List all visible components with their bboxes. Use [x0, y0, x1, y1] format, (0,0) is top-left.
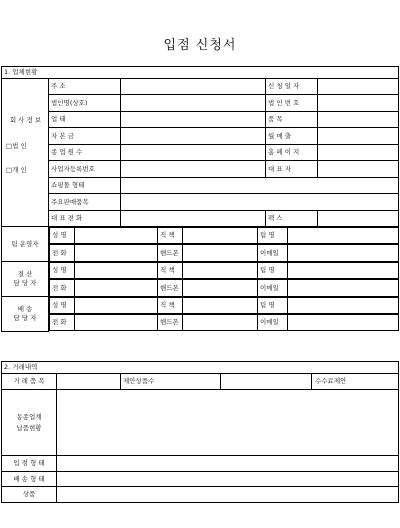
ceo-field[interactable]: [318, 161, 399, 177]
team1-name-label: 성 명: [50, 262, 75, 278]
team2-name-label: 성 명: [50, 297, 75, 313]
transaction-table: [1, 361, 399, 503]
team-operator-label: 팀 운영자: [2, 227, 49, 262]
section2-heading: 2. 거래내역: [2, 362, 399, 374]
company-name-label: 법인명(상호): [49, 95, 121, 111]
corp-number-label: 법 인 번 호: [266, 95, 318, 111]
monthly-sales-field[interactable]: [318, 128, 399, 144]
company-name-field[interactable]: [121, 95, 266, 111]
team1-phone-label: 전 화: [50, 280, 75, 296]
apply-date-field[interactable]: [318, 79, 399, 95]
product-field[interactable]: [57, 487, 399, 503]
team2-mobile-field[interactable]: [183, 314, 258, 330]
team2-name-field[interactable]: [75, 297, 158, 313]
team0-phone-field[interactable]: [75, 245, 158, 261]
main-products-label: 주요판매품목: [49, 194, 121, 210]
business-type-field[interactable]: [121, 111, 266, 127]
delivery-manager-label: 배 송 담 당 자: [2, 297, 49, 332]
trade-item-field[interactable]: [57, 374, 121, 390]
team1-title-field[interactable]: [183, 262, 258, 278]
industry-supply-field[interactable]: [57, 390, 399, 456]
fax-label: 팩 스: [266, 210, 318, 227]
business-reg-label: 사업자등록번호: [49, 161, 121, 177]
team0-name-field[interactable]: [75, 228, 158, 244]
team0-mobile-label: 핸드폰: [158, 245, 183, 261]
apply-date-label: 신 청 일 자: [266, 79, 318, 95]
team1-mobile-field[interactable]: [183, 280, 258, 296]
team0-name-label: 성 명: [50, 228, 75, 244]
company-status-table: [1, 66, 399, 332]
industry-supply-label: 동종업계 납품현황: [2, 390, 57, 456]
delivery-type-field[interactable]: [57, 471, 399, 487]
team2-phone-field[interactable]: [75, 314, 158, 330]
team1-email-field[interactable]: [288, 280, 399, 296]
team2-email-label: 이메일: [258, 314, 288, 330]
trade-item-label: 거 래 품 목: [2, 374, 57, 390]
individual-checkbox[interactable]: □개 인: [6, 166, 27, 174]
proposal-count-label: 제안상품수: [121, 374, 221, 390]
capital-label: 자 본 금: [49, 128, 121, 144]
team0-phone-label: 전 화: [50, 245, 75, 261]
team2-team-field[interactable]: [288, 297, 399, 313]
monthly-sales-label: 월 매 출: [266, 128, 318, 144]
business-reg-field[interactable]: [121, 161, 266, 177]
team0-team-field[interactable]: [288, 228, 399, 244]
delivery-type-label: 배 송 형 태: [2, 471, 57, 487]
main-phone-field[interactable]: [121, 210, 266, 227]
team2-email-field[interactable]: [288, 314, 399, 330]
team2-title-label: 직 책: [158, 297, 183, 313]
team1-team-label: 팀 명: [258, 262, 288, 278]
team0-title-label: 직 책: [158, 228, 183, 244]
fax-field[interactable]: [318, 210, 399, 227]
team0-title-field[interactable]: [183, 228, 258, 244]
team2-title-field[interactable]: [183, 297, 258, 313]
team0-mobile-field[interactable]: [183, 245, 258, 261]
item-field[interactable]: [318, 111, 399, 127]
ceo-label: 대 표 자: [266, 161, 318, 177]
team0-team-label: 팀 명: [258, 228, 288, 244]
mall-type-label: 쇼핑몰 형태: [49, 177, 121, 193]
team1-name-field[interactable]: [75, 262, 158, 278]
capital-field[interactable]: [121, 128, 266, 144]
team2-team-label: 팀 명: [258, 297, 288, 313]
address-field[interactable]: [121, 79, 266, 95]
corp-checkbox[interactable]: □법 인: [6, 142, 27, 150]
item-label: 품 목: [266, 111, 318, 127]
team1-phone-field[interactable]: [75, 280, 158, 296]
settlement-manager-label: 결 산 담 당 자: [2, 262, 49, 297]
entry-type-label: 입 점 형 태: [2, 456, 57, 472]
company-info-label: 회 사 정 보: [9, 116, 42, 124]
homepage-label: 홈 페 이 지: [266, 144, 318, 160]
employee-count-label: 종 업 원 수: [49, 144, 121, 160]
team0-email-field[interactable]: [288, 245, 399, 261]
section1-heading: 1. 업체현황: [2, 67, 399, 79]
team0-email-label: 이메일: [258, 245, 288, 261]
main-products-field[interactable]: [121, 194, 399, 210]
team2-mobile-label: 핸드폰: [158, 314, 183, 330]
team2-phone-label: 전 화: [50, 314, 75, 330]
main-phone-label: 대 표 전 화: [49, 210, 121, 227]
business-type-label: 업 태: [49, 111, 121, 127]
page-title: 입점 신청서: [163, 38, 237, 53]
fee-proposal-label: 수수료제안: [315, 377, 347, 385]
address-label: 주 소: [49, 79, 121, 95]
corp-number-field[interactable]: [318, 95, 399, 111]
employee-count-field[interactable]: [121, 144, 266, 160]
team1-mobile-label: 핸드폰: [158, 280, 183, 296]
entry-type-field[interactable]: [57, 456, 399, 472]
team1-email-label: 이메일: [258, 280, 288, 296]
product-label: 상품: [2, 487, 57, 503]
fee-proposal-cell: [221, 374, 399, 390]
mall-type-field[interactable]: [121, 177, 399, 193]
team1-title-label: 직 책: [158, 262, 183, 278]
team1-team-field[interactable]: [288, 262, 399, 278]
company-info-group: [2, 79, 49, 227]
homepage-field[interactable]: [318, 144, 399, 160]
